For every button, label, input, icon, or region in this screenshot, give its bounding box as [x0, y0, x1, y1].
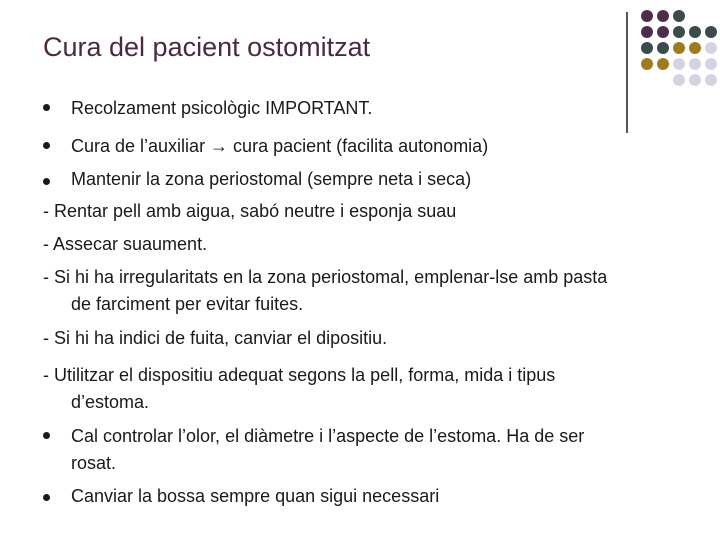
bullet-dot-icon	[43, 432, 50, 439]
bullet-item: Canviar la bossa sempre quan sigui necessari	[71, 486, 440, 506]
decorative-dot	[641, 42, 653, 54]
decorative-dot	[657, 42, 669, 54]
decorative-dot	[689, 74, 701, 86]
decorative-dot	[641, 26, 653, 38]
decorative-dot	[657, 58, 669, 70]
bullet-item: Mantenir la zona periostomal (sempre neta i seca)	[71, 169, 472, 189]
dash-item: - Rentar pell amb aigua, sabó neutre i esponja suau	[43, 201, 457, 221]
decorative-dot	[705, 58, 717, 70]
bullet-item: Recolzament psicològic IMPORTANT.	[71, 98, 373, 118]
decorative-dot	[641, 58, 653, 70]
decorative-dot	[689, 58, 701, 70]
decorative-dot	[673, 26, 685, 38]
bullet-dot-icon	[43, 494, 50, 501]
decorative-dot	[705, 42, 717, 54]
decorative-dot	[657, 26, 669, 38]
dash-item: - Assecar suaument.	[43, 234, 208, 254]
decorative-dot-grid	[641, 10, 720, 125]
vertical-divider	[626, 12, 628, 133]
decorative-dot	[673, 74, 685, 86]
bullet-item-continuation: rosat.	[71, 453, 117, 473]
decorative-dot	[641, 10, 653, 22]
dash-item: - Si hi ha irregularitats en la zona periostomal, emplenar-lse amb pasta	[43, 267, 608, 287]
bullet-item: Cal controlar l’olor, el diàmetre i l’aspecte de l’estoma. Ha de ser	[71, 426, 585, 446]
bullet-dot-icon	[43, 104, 50, 111]
bullet-dot-icon	[43, 178, 50, 185]
bullet-dot-icon	[43, 142, 50, 149]
decorative-dot	[689, 42, 701, 54]
dash-item: - Utilitzar el dispositiu adequat segons la pell, forma, mida i tipus	[43, 365, 556, 385]
decorative-dot	[673, 58, 685, 70]
decorative-dot	[673, 10, 685, 22]
decorative-dot	[657, 10, 669, 22]
decorative-dot	[705, 74, 717, 86]
decorative-dot	[673, 42, 685, 54]
bullet-item: Cura de l’auxiliar → cura pacient (facilita autonomia)	[71, 136, 489, 156]
decorative-dot	[689, 26, 701, 38]
dash-item: - Si hi ha indici de fuita, canviar el dipositiu.	[43, 328, 388, 348]
dash-item-continuation: d’estoma.	[71, 392, 150, 412]
decorative-dot	[705, 26, 717, 38]
slide-title: Cura del pacient ostomitzat	[43, 32, 371, 62]
dash-item-continuation: de farciment per evitar fuites.	[71, 294, 304, 314]
